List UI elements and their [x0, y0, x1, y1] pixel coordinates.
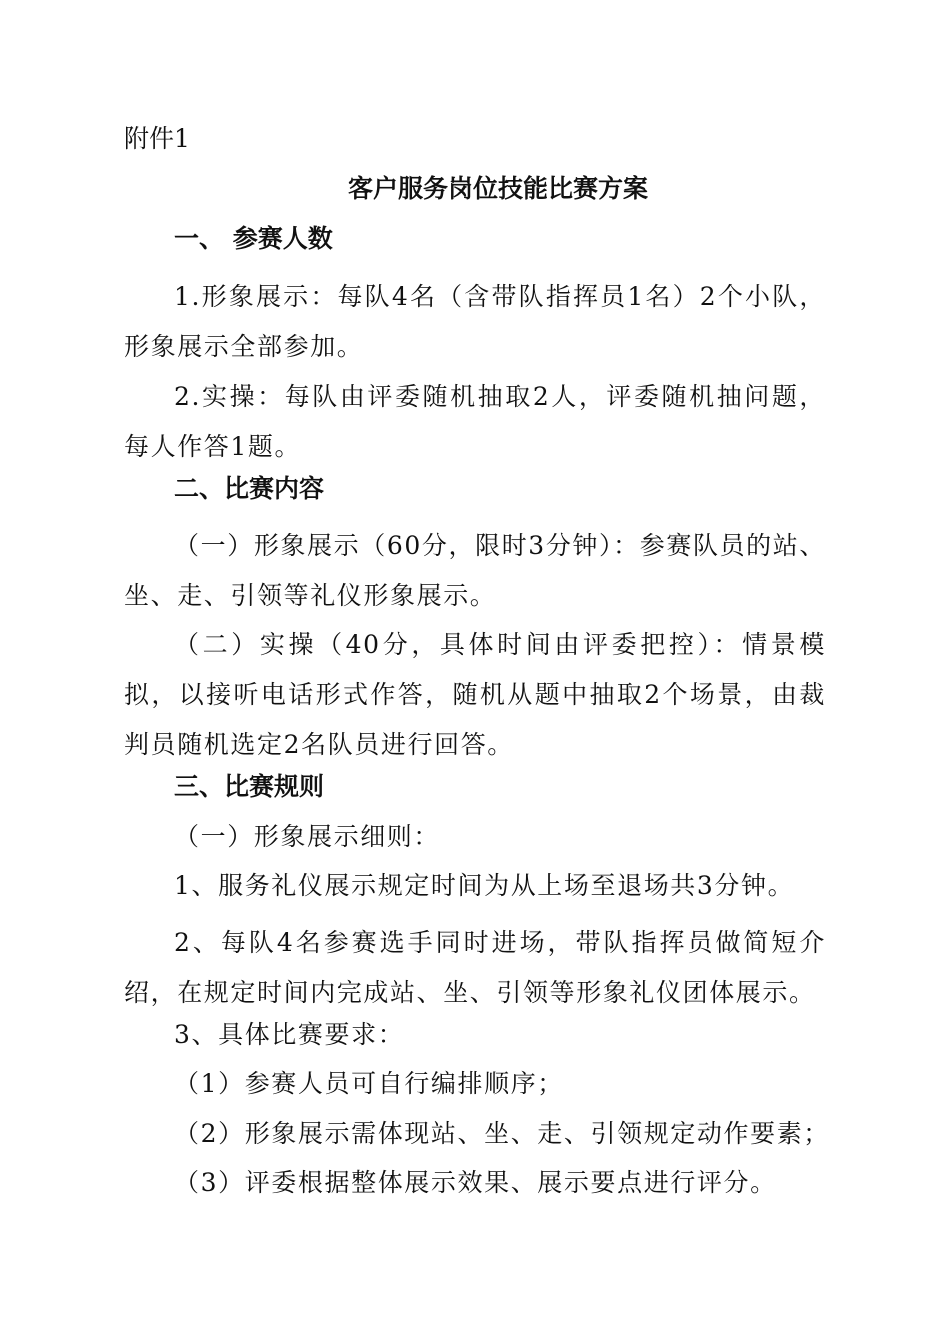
section-2-paragraph-1: （一）形象展示（60分，限时3分钟）：参赛队员的站、坐、走、引领等礼仪形象展示。	[124, 531, 826, 610]
section-2-paragraph-2: （二）实操（40分，具体时间由评委把控）：情景模拟，以接听电话形式作答，随机从题中抽取2个场景，由裁判员随机选定2名队员进行回答。	[124, 630, 826, 759]
rule-2: 2、每队4名参赛选手同时进场，带队指挥员做简短介绍，在规定时间内完成站、坐、引领等形象礼仪团体展示。	[124, 928, 826, 1007]
rule-3: 3、具体比赛要求：	[174, 1020, 405, 1049]
section-1-paragraph-2: 2.实操：每队由评委随机抽取2人，评委随机抽问题，每人作答1题。	[124, 382, 826, 461]
section-2-heading: 二、比赛内容	[174, 474, 325, 503]
requirement-1: （1）参赛人员可自行编排顺序；	[174, 1069, 564, 1098]
document-title: 客户服务岗位技能比赛方案	[347, 174, 648, 203]
attachment-label: 附件1	[124, 124, 190, 153]
section-3-heading: 三、比赛规则	[174, 772, 325, 801]
section-1-heading: 一、 参赛人数	[174, 224, 333, 253]
requirement-3: （3）评委根据整体展示效果、展示要点进行评分。	[174, 1168, 777, 1197]
requirement-2: （2）形象展示需体现站、坐、走、引领规定动作要素；	[174, 1119, 830, 1148]
rule-1: 1、服务礼仪展示规定时间为从上场至退场共3分钟。	[174, 871, 795, 900]
section-3-subheading-1: （一）形象展示细则：	[174, 822, 441, 851]
section-1-paragraph-1: 1.形象展示：每队4名（含带队指挥员1名）2个小队，形象展示全部参加。	[124, 282, 826, 361]
